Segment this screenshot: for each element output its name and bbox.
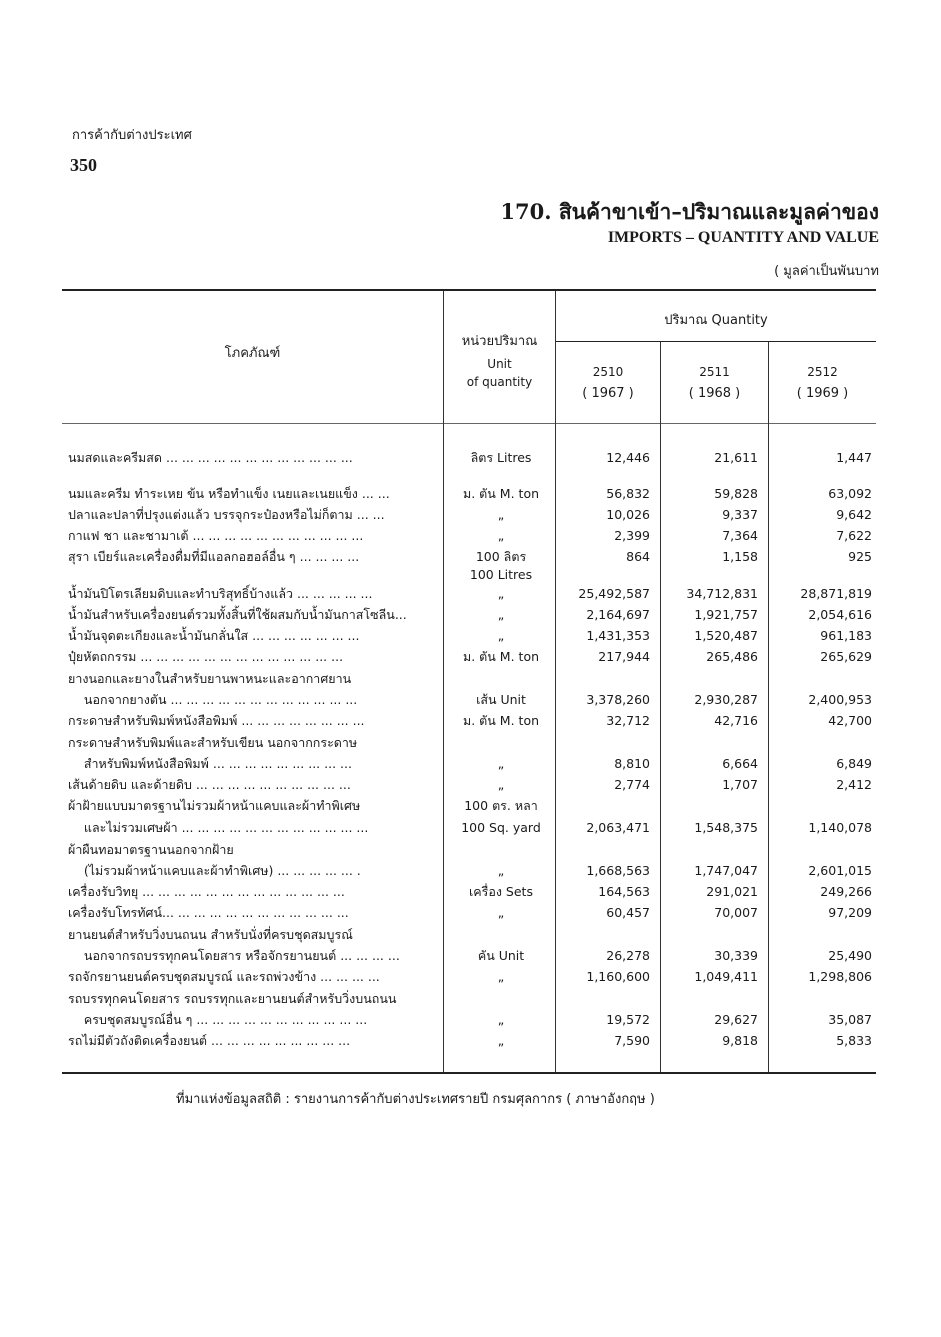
table-row [60,711,880,731]
quantity-2510: 25,492,587 [578,586,650,601]
table-title-english: IMPORTS – QUANTITY AND VALUE [607,229,879,246]
table-number: 170. [500,199,552,224]
unit-column-header-en: Unit [487,357,512,371]
commodity-name: ยางนอกและยางในสำหรับยานพาหนะและอากาศยาน [68,671,352,686]
quantity-2510: 3,378,260 [586,692,650,707]
header-bottom-rule [62,423,876,424]
table-top-rule [62,289,876,291]
quantity-2511: 1,520,487 [694,628,758,643]
unit-of-quantity: „ [497,528,505,543]
quantity-2511: 1,049,411 [694,969,758,984]
table-row [60,1010,880,1030]
table-row [60,903,880,923]
quantity-2511: 1,747,047 [694,863,758,878]
quantity-2512: 2,601,015 [808,863,872,878]
unit-of-quantity: „ [497,507,505,522]
year-header-en: ( 1969 ) [796,386,849,401]
quantity-2512: 249,266 [820,884,872,899]
table-row [60,733,880,753]
table-title-thai [500,196,879,229]
quantity-2512: 42,700 [828,713,872,728]
table-row [60,605,880,625]
table-row [60,796,880,816]
quantity-2512: 5,833 [836,1033,872,1048]
commodity-name: รถจักรยานยนต์ครบชุดสมบูรณ์ และรถพ่วงข้าง ... ... ... ... [68,969,380,984]
quantity-2510: 12,446 [606,450,650,465]
commodity-name: ผ้าฝ้ายแบบมาตรฐานไม่รวมผ้าหน้าแคบและผ้าทำพิเศษ [68,798,361,813]
unit-of-quantity: 100 Sq. yard [461,820,541,835]
table-row [60,584,880,604]
quantity-2512: 265,629 [820,649,872,664]
table-row [60,647,880,667]
quantity-2511: 9,337 [722,507,758,522]
unit-column-header-thai: หน่วยปริมาณ [461,334,538,349]
quantity-2510: 1,160,600 [586,969,650,984]
commodity-name: น้ำมันปิโตรเลียมดิบและทำบริสุทธิ์บ้างแล้ว ... ... ... ... ... [68,586,373,601]
quantity-2512: 35,087 [828,1012,872,1027]
unit-of-quantity: „ [497,756,505,771]
table-title-thai-text: สินค้าขาเข้า–ปริมาณและมูลค่าของ [558,199,879,224]
quantity-2512: 7,622 [836,528,872,543]
commodity-column-header: โภคภัณฑ์ [224,346,281,361]
commodity-name: นมสดและครีมสด ... ... ... ... ... ... ... ... ... ... ... ... [68,450,353,465]
quantity-2512: 2,412 [836,777,872,792]
table-row [60,946,880,966]
quantity-2511: 291,021 [706,884,758,899]
source-note: ที่มาแห่งข้อมูลสถิติ : รายงานการค้ากับต่างประเทศรายปี กรมศุลกากร ( ภาษาอังกฤษ ) [176,1092,655,1107]
quantity-2511: 1,921,757 [694,607,758,622]
commodity-name: และไม่รวมเศษผ้า ... ... ... ... ... ... ... ... ... ... ... ... [68,820,369,835]
quantity-2510: 56,832 [606,486,650,501]
quantity-2511: 70,007 [714,905,758,920]
commodity-name: เครื่องรับโทรทัศน์... ... ... ... ... ... ... ... ... ... ... ... [68,905,349,920]
commodity-name: ปลาและปลาที่ปรุงแต่งแล้ว บรรจุกระป๋องหรือไม่ก็ตาม ... ... [68,507,385,522]
quantity-2510: 864 [626,549,650,564]
commodity-name: กระดาษสำหรับพิมพ์และสำหรับเขียน นอกจากกระดาษ [68,735,358,750]
quantity-2510: 2,774 [614,777,650,792]
unit-of-quantity: คัน Unit [477,948,525,963]
quantity-2512: 6,849 [836,756,872,771]
page-number: 350 [70,155,97,175]
quantity-2510: 19,572 [606,1012,650,1027]
quantity-2511: 42,716 [714,713,758,728]
table-row [60,818,880,838]
quantity-2512: 1,140,078 [808,820,872,835]
quantity-column-header: ปริมาณ Quantity [664,313,768,328]
commodity-name: สุรา เบียร์และเครื่องดื่มที่มีแอลกอฮอล์อื่น ๆ ... ... ... ... [68,549,360,564]
commodity-name: น้ำมันจุดตะเกียงและน้ำมันกลั่นใส ... ... ... ... ... ... ... [68,628,360,643]
unit-of-quantity: „ [497,969,505,984]
quantity-2512: 1,447 [836,450,872,465]
unit-of-quantity: 100 ตร. หลา [464,798,538,813]
quantity-2512: 28,871,819 [800,586,872,601]
quantity-2511: 34,712,831 [686,586,758,601]
year-header-en: ( 1968 ) [688,386,741,401]
unit-of-quantity: „ [497,607,505,622]
unit-of-quantity: ม. ตัน M. ton [462,486,540,501]
quantity-2510: 7,590 [614,1033,650,1048]
quantity-2510: 217,944 [598,649,650,664]
commodity-name: เครื่องรับวิทยุ ... ... ... ... ... ... ... ... ... ... ... ... ... [68,884,345,899]
table-row [60,775,880,795]
year-header-en: ( 1967 ) [582,386,634,401]
quantity-2510: 32,712 [606,713,650,728]
table-row [60,967,880,987]
unit-of-quantity: „ [497,863,505,878]
commodity-name: กาแฟ ชา และชามาเต้ ... ... ... ... ... ... ... ... ... ... ... [68,528,364,543]
year-header-th: 2512 [807,365,838,379]
unit-column-header-en2: of quantity [466,375,533,389]
commodity-name: นอกจากรถบรรทุกคนโดยสาร หรือจักรยานยนต์ ... ... ... ... [68,948,400,963]
section-header: การค้ากับต่างประเทศ [72,128,192,143]
quantity-2510: 1,668,563 [586,863,650,878]
commodity-name: รถไม่มีตัวถังติดเครื่องยนต์ ... ... ... ... ... ... ... ... ... [68,1033,351,1048]
table-row [60,526,880,546]
unit-of-quantity: ลิตร Litres [470,450,532,465]
quantity-2511: 1,707 [722,777,758,792]
commodity-name: ครบชุดสมบูรณ์อื่น ๆ ... ... ... ... ... ... ... ... ... ... ... [68,1012,368,1027]
table-row [60,925,880,945]
unit-of-quantity: „ [497,905,505,920]
quantity-2511: 6,664 [722,756,758,771]
quantity-2512: 97,209 [828,905,872,920]
quantity-2510: 2,063,471 [586,820,650,835]
table-row [60,989,880,1009]
quantity-2510: 26,278 [606,948,650,963]
unit-of-quantity: „ [497,586,505,601]
quantity-2511: 1,158 [722,549,758,564]
unit-of-quantity: 100 ลิตร [475,549,527,564]
table-row [60,448,880,468]
year-header-th: 2511 [699,365,730,379]
commodity-name: นอกจากยางตัน ... ... ... ... ... ... ... ... ... ... ... ... [68,692,358,707]
quantity-2511: 9,818 [722,1033,758,1048]
quantity-2511: 21,611 [714,450,758,465]
quantity-2510: 1,431,353 [586,628,650,643]
commodity-name: ยานยนต์สำหรับวิ่งบนถนน สำหรับนั่งที่ครบชุดสมบูรณ์ [68,927,353,942]
commodity-name: เส้นด้ายดิบ และด้ายดิบ ... ... ... ... ... ... ... ... ... ... [68,777,351,792]
unit-of-quantity: „ [497,628,505,643]
table-row [60,1031,880,1051]
table-row [60,669,880,689]
quantity-2512: 961,183 [820,628,872,643]
table-bottom-rule [62,1072,876,1074]
quantity-2510: 8,810 [614,756,650,771]
quantity-2511: 29,627 [714,1012,758,1027]
table-row [60,690,880,710]
unit-of-quantity: เส้น Unit [476,692,526,707]
table-row [60,754,880,774]
table-row [60,861,880,881]
value-unit-note: ( มูลค่าเป็นพันบาท [774,264,879,279]
quantity-2512: 25,490 [828,948,872,963]
quantity-2511: 7,364 [722,528,758,543]
quantity-2510: 60,457 [606,905,650,920]
quantity-2512: 2,054,616 [808,607,872,622]
table-row [60,505,880,525]
quantity-header-rule [556,341,876,342]
quantity-2512: 1,298,806 [808,969,872,984]
commodity-name: สำหรับพิมพ์หนังสือพิมพ์ ... ... ... ... ... ... ... ... ... [68,756,352,771]
quantity-2512: 2,400,953 [808,692,872,707]
quantity-2512: 925 [848,549,872,564]
unit-of-quantity: ม. ตัน M. ton [462,713,540,728]
quantity-2511: 2,930,287 [694,692,758,707]
unit-of-quantity: „ [497,1012,505,1027]
quantity-2512: 63,092 [828,486,872,501]
quantity-2510: 164,563 [598,884,650,899]
unit-of-quantity: ม. ตัน M. ton [462,649,540,664]
commodity-name: ปุ๋ยหัตถกรรม ... ... ... ... ... ... ... ... ... ... ... ... ... [68,649,344,664]
unit-of-quantity: „ [497,777,505,792]
quantity-2510: 2,399 [614,528,650,543]
quantity-2511: 1,548,375 [694,820,758,835]
quantity-2512: 9,642 [836,507,872,522]
quantity-2510: 2,164,697 [586,607,650,622]
quantity-2511: 30,339 [714,948,758,963]
commodity-name: (ไม่รวมผ้าหน้าแคบและผ้าทำพิเศษ) ... ... ... ... ... . [68,863,361,878]
quantity-2510: 10,026 [606,507,650,522]
quantity-2511: 265,486 [706,649,758,664]
table-row [60,840,880,860]
table-row [60,626,880,646]
table-row [60,882,880,902]
commodity-name: นมและครีม ทำระเหย ข้น หรือทำแข็ง เนยและเนยแข็ง ... ... [68,486,390,501]
quantity-2511: 59,828 [714,486,758,501]
unit-of-quantity: „ [497,1033,505,1048]
table-row [60,484,880,504]
commodity-name: ผ้าผืนทอมาตรฐานนอกจากฝ้าย [68,842,234,857]
commodity-name: กระดาษสำหรับพิมพ์หนังสือพิมพ์ ... ... ... ... ... ... ... ... [68,713,365,728]
commodity-name: รถบรรทุกคนโดยสาร รถบรรทุกและยานยนต์สำหรับวิ่งบนถนน [68,991,397,1006]
table-row [60,565,880,585]
unit-of-quantity: เครื่อง Sets [469,884,533,899]
commodity-name: น้ำมันสำหรับเครื่องยนต์รวมทั้งสิ้นที่ใช้ผสมกับน้ำมันกาสโซลีน... [68,607,407,622]
table-row [60,547,880,567]
unit-of-quantity: 100 Litres [469,567,533,582]
year-header-th: 2510 [592,365,624,379]
